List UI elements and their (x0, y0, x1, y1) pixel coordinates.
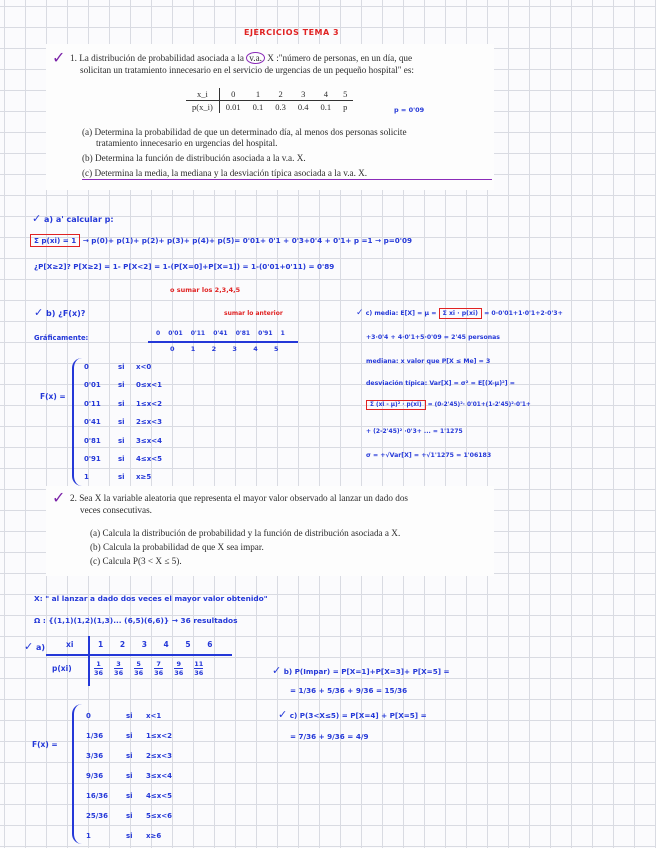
hw2-b-line (272, 664, 450, 677)
checkmark-icon: ✓ (356, 308, 364, 318)
graf-top: 0'91 (258, 330, 273, 337)
hw2-fx-label: F(x) = (32, 740, 58, 749)
exercise-2-number: 2. (70, 493, 77, 503)
graf-top-values (156, 330, 285, 337)
hw2-x: 3 (141, 640, 147, 649)
fx-row: 25/36 si 5≤x<6 (86, 812, 172, 820)
hw2-b-line2: = 1/36 + 5/36 + 9/36 = 15/36 (290, 686, 408, 695)
checkmark-icon: ✓ (52, 48, 66, 67)
q-line: P[X≥2] = 1- P[X<2] = 1-(P[X=0]+P[X=1]) = 1-(0'01+0'11) = 0'89 (73, 262, 335, 271)
hw2-x: 5 (185, 640, 191, 649)
va-circled: v.a. (246, 52, 265, 64)
hw1-c-media-2: +3·0'4 + 4·0'1+5·0'09 = 2'45 personas (366, 334, 500, 341)
hw1-a-head (32, 212, 114, 225)
hw1-c-sigma: σ = +√Var[X] = +√1'1275 = 1'06183 (366, 452, 492, 459)
graf-tick: 1 (190, 345, 196, 353)
sum-line-text: → p(0)+ p(1)+ p(2)+ p(3)+ p(4)+ p(5)= 0'01+ 0'1 + 0'3+0'4 + 0'1+ p =1 → p=0'09 (82, 236, 412, 245)
exercise-2-text-a: Sea X la variable aleatoria que representa el mayor valor observado al lanzar un dado dos (79, 493, 409, 503)
hw2-a-label: a) (36, 643, 46, 652)
hw1-c-mediana: mediana: x valor que P[X ≤ Me] = 3 (366, 358, 491, 365)
x-cell: 2 (278, 89, 283, 99)
graf-top: 0'81 (235, 330, 251, 337)
hw2-c-line (278, 708, 427, 721)
hw1-c-desv-box-line (366, 402, 531, 408)
hw2-pxi-label: p(xi) (52, 664, 72, 673)
hw2-fx-rows (86, 706, 172, 846)
graf-label: Gráficamente: (34, 334, 89, 342)
pxi-label: p(x_i) (186, 101, 219, 114)
p-cell: 0.4 (297, 102, 309, 112)
hw2-frac: 1 36 (94, 660, 104, 677)
hw1-sum-line (30, 236, 412, 245)
graf-axis (148, 341, 298, 343)
item-a: (a) Determina la probabilidad de que un determinado día, al menos dos personas solicite (82, 127, 407, 137)
hw2-c-text: c) P(3<X≤5) = P[X=4] + P[X=5] = (289, 711, 427, 720)
hw2-def-line: X: " al lanzar a dado dos veces el mayor valor obtenido" (34, 594, 268, 603)
exercise-2-statement (70, 492, 494, 516)
x-cell: 3 (301, 89, 306, 99)
item-b: (b) Determina la función de distribución asociada a la v.a. X. (82, 153, 306, 163)
item-a-cont: tratamiento innecesario en urgencias del hospital. (96, 138, 278, 148)
c-desv-cont: = (0-2'45)²· 0'01+(1-2'45)²·0'1+ (427, 402, 531, 408)
fx-row: 0'81 si 3≤x<4 (84, 436, 162, 445)
graf-tick: 0 (170, 345, 175, 353)
exercise-1-block (46, 44, 494, 190)
exercise-1-number: 1. (70, 53, 77, 63)
hw1-b-head-text: b) ¿F(x)? (46, 309, 86, 318)
sum-box: Σ p(xi) = 1 (30, 234, 80, 247)
x-cell: 0 (231, 89, 236, 99)
p-cell: 0.1 (320, 102, 332, 112)
hw2-x-row (98, 640, 212, 649)
p-cell: p (343, 102, 348, 112)
fx-row: 0'01 si 0≤x<1 (84, 381, 162, 390)
x-cell: 5 (343, 89, 348, 99)
ex2-item-c: (c) Calcula P(3 < X ≤ 5). (90, 556, 182, 566)
ex2-item-b: (b) Calcula la probabilidad de que X sea impar. (90, 542, 264, 552)
fx-row: 16/36 si 4≤x<5 (86, 792, 172, 800)
c-head: c) media: (365, 310, 399, 317)
hw1-b-head (34, 306, 85, 319)
exercise-1-text-b: X :"número de personas, en un día, que (267, 53, 413, 63)
hw2-x: 4 (163, 640, 169, 649)
hw2-table-vline (88, 636, 90, 686)
graf-top: 0'11 (190, 330, 206, 337)
fx-row: 1 si x≥5 (84, 473, 152, 482)
fx-row: 0 si x<1 (86, 712, 162, 720)
hw1-fx-bracket (72, 358, 82, 486)
hw2-omega-line: Ω : {(1,1)(1,2)(1,3)... (6,5)(6,6)} → 36 resultados (34, 616, 238, 625)
c-media: E[X] = μ = (400, 310, 437, 317)
x-cell: 1 (255, 89, 261, 99)
hw1-red-note: o sumar los 2,3,4,5 (170, 286, 241, 294)
hw2-frac: 9 36 (174, 660, 184, 677)
exercise-2-items (90, 526, 490, 568)
hw1-c-media (356, 308, 563, 318)
fx-row: 3/36 si 2≤x<3 (86, 752, 172, 760)
hw2-frac: 3 36 (114, 660, 124, 677)
hw2-a-head (24, 640, 45, 653)
graf-top: 0'01 (168, 330, 183, 337)
hw2-frac: 7 36 (154, 660, 164, 677)
c-desv-box: Σ (xi - μ)² · p(xi) (366, 400, 426, 410)
checkmark-icon: ✓ (278, 708, 288, 721)
graf-top: 0'41 (213, 330, 228, 337)
fx-row: 9/36 si 3≤x<4 (86, 772, 172, 780)
exercise-2-block (46, 486, 494, 576)
exercise-1-text-c: solicitan un tratamiento innecesario en el servicio de urgencias de un pequeño hospital" es: (80, 65, 414, 75)
graf-top: 0 (156, 330, 161, 337)
fx-row: 1 si x≥6 (86, 832, 162, 840)
p-cell: 0.1 (252, 102, 264, 112)
hw1-fx-label: F(x) = (40, 392, 66, 401)
hw2-x: 1 (98, 640, 104, 649)
hw2-frac: 5 36 (134, 660, 144, 677)
fx-row: 1/36 si 1≤x<2 (86, 732, 172, 740)
item-c: (c) Determina la media, la mediana y la desviación típica asociada a la v.a. X. (82, 168, 492, 180)
fx-row: 0'91 si 4≤x<5 (84, 455, 162, 464)
q-prefix: ¿P[X≥2]? (34, 262, 71, 271)
exercise-1-items (82, 127, 492, 180)
hw2-c-line2: = 7/36 + 9/36 = 4/9 (290, 732, 369, 741)
graf-tick: 4 (253, 345, 258, 353)
page-title: EJERCICIOS TEMA 3 (244, 28, 340, 37)
fx-row: 0'11 si 1≤x<2 (84, 399, 162, 408)
hw2-table-hline (46, 654, 232, 656)
p-cell: 0.01 (225, 102, 241, 112)
fx-row: 0'41 si 2≤x<3 (84, 418, 162, 427)
hw1-c-desv: desviación típica: Var[X] = σ² = E[(X-μ)²] = (366, 380, 515, 387)
p-value-note: p = 0'09 (394, 106, 425, 114)
c-media-box: Σ xi · p(xi) (439, 308, 482, 319)
exercise-1-statement (70, 52, 494, 76)
hw1-a-head-text: a) a' calcular p: (44, 215, 114, 224)
hw2-x: 2 (119, 640, 126, 649)
graf-tick: 2 (211, 345, 217, 353)
hw2-frac: 11 36 (194, 660, 204, 677)
hw2-x: 6 (207, 640, 213, 649)
hw1-fx-rows (84, 358, 162, 487)
c-media-cont: = 0·0'01+1·0'1+2·0'3+ (484, 310, 563, 317)
graf-ticks (170, 345, 279, 353)
xi-label: x_i (186, 88, 219, 101)
checkmark-icon: ✓ (34, 306, 44, 319)
exercise-1-text-a: La distribución de probabilidad asociada a la (79, 53, 244, 63)
p-cell: 0.3 (275, 102, 286, 112)
graf-top: 1 (280, 330, 285, 337)
exercise-2-text-b: veces consecutivas. (80, 505, 152, 515)
fx-row: 0 si x<0 (84, 363, 152, 371)
checkmark-icon: ✓ (32, 212, 42, 225)
hw1-c-desv-2: + (2-2'45)² ·0'3+ ... = 1'1275 (366, 428, 463, 435)
graf-tick: 5 (273, 345, 279, 353)
checkmark-icon: ✓ (272, 664, 282, 677)
checkmark-icon: ✓ (24, 640, 34, 653)
hw2-xi-label: xi (66, 640, 74, 649)
checkmark-icon: ✓ (52, 488, 66, 507)
x-cell: 4 (323, 89, 328, 99)
hw1-b-red: sumar lo anterior (224, 310, 283, 317)
hw2-frac-row (94, 660, 203, 677)
probability-table (186, 88, 353, 113)
hw2-fx-bracket (72, 704, 82, 844)
hw2-b-text: b) P(Impar) = P[X=1]+P[X=3]+ P[X=5] = (283, 667, 450, 676)
hw1-q-line (34, 262, 334, 271)
ex2-item-a: (a) Calcula la distribución de probabilidad y la función de distribución asociada a X. (90, 528, 401, 538)
graf-tick: 3 (232, 345, 237, 353)
